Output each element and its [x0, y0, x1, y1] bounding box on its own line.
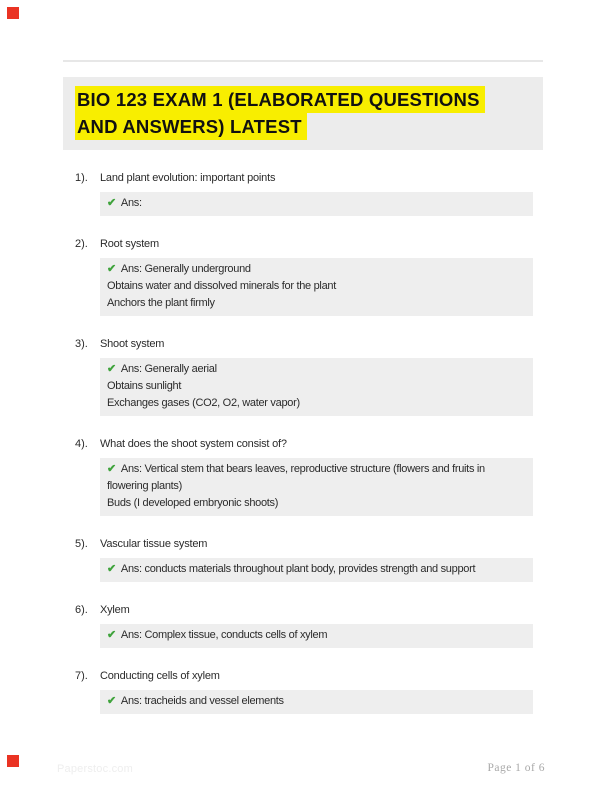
- question-number: 1).: [75, 172, 88, 184]
- answer-line: Obtains sunlight: [107, 380, 182, 392]
- answer-line: Buds (I developed embryonic shoots): [107, 497, 279, 509]
- answer-text: Ans: Complex tissue, conducts cells of xylem: [120, 629, 328, 641]
- question-text: Conducting cells of xylem: [100, 670, 220, 682]
- red-corner-marker-bottom: [7, 755, 19, 767]
- question-item: [63, 238, 543, 316]
- check-icon: ✔: [107, 197, 116, 209]
- answer-text: Ans: Generally aerial: [120, 363, 217, 375]
- red-corner-marker-top: [7, 7, 19, 19]
- answer-box: [100, 624, 533, 648]
- answer-box: [100, 558, 533, 582]
- answer-line: Exchanges gases (CO2, O2, water vapor): [107, 397, 300, 409]
- check-icon: ✔: [107, 563, 116, 575]
- answer-text: Ans: conducts materials throughout plant body, provides strength and support: [120, 563, 476, 575]
- question-item: [63, 338, 543, 416]
- question-item: [63, 670, 543, 714]
- question-item: [63, 538, 543, 582]
- check-icon: ✔: [107, 629, 116, 641]
- question-list: [63, 172, 543, 714]
- question-text: Root system: [100, 238, 159, 250]
- answer-line: Obtains water and dissolved minerals for the plant: [107, 280, 336, 292]
- page-number: Page 1 of 6: [487, 762, 545, 774]
- answer-line: Anchors the plant firmly: [107, 297, 215, 309]
- question-item: [63, 172, 543, 216]
- page-title: [75, 86, 510, 140]
- watermark-text: Paperstoc.com: [57, 763, 133, 775]
- check-icon: ✔: [107, 695, 116, 707]
- check-icon: ✔: [107, 263, 116, 275]
- answer-box: [100, 358, 533, 416]
- check-icon: ✔: [107, 363, 116, 375]
- title-box: [63, 77, 543, 150]
- answer-text: Ans: Generally underground: [120, 263, 251, 275]
- question-number: 3).: [75, 338, 88, 350]
- question-text: Vascular tissue system: [100, 538, 208, 550]
- question-number: 6).: [75, 604, 88, 616]
- check-icon: ✔: [107, 463, 116, 475]
- question-text: Shoot system: [100, 338, 165, 350]
- answer-box: [100, 458, 533, 516]
- answer-text: Ans:: [120, 197, 142, 209]
- question-item: [63, 604, 543, 648]
- question-item: [63, 438, 543, 516]
- answer-box: [100, 690, 533, 714]
- question-text: Xylem: [100, 604, 130, 616]
- answer-text: Ans: Vertical stem that bears leaves, reproductive structure (flowers and fruits in flowering plants): [107, 463, 485, 492]
- question-number: 5).: [75, 538, 88, 550]
- answer-box: [100, 192, 533, 216]
- question-number: 2).: [75, 238, 88, 250]
- question-text: Land plant evolution: important points: [100, 172, 276, 184]
- divider: [63, 60, 543, 62]
- question-number: 4).: [75, 438, 88, 450]
- question-number: 7).: [75, 670, 88, 682]
- page-content: [63, 60, 543, 736]
- question-text: What does the shoot system consist of?: [100, 438, 287, 450]
- answer-box: [100, 258, 533, 316]
- answer-text: Ans: tracheids and vessel elements: [120, 695, 284, 707]
- highlighted-title-text: BIO 123 EXAM 1 (ELABORATED QUESTIONS AND ANSWERS) LATEST: [75, 86, 485, 140]
